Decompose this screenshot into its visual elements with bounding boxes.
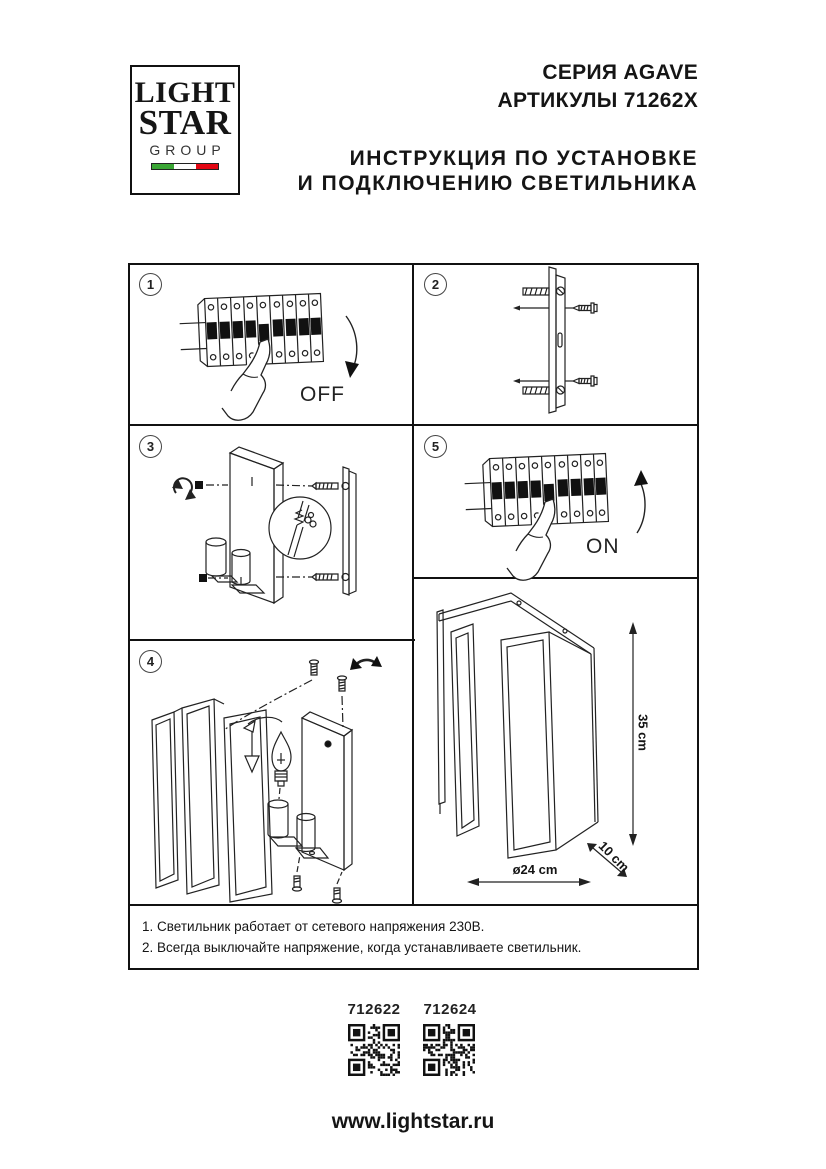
breaker-toggles	[207, 318, 322, 344]
notes-section	[142, 916, 581, 958]
flag-white	[174, 164, 196, 169]
italian-flag-stripe	[151, 163, 219, 170]
shade-frame	[182, 699, 219, 894]
off-label: OFF	[300, 383, 345, 406]
step-3-number: 3	[139, 435, 162, 458]
bottom-screw	[333, 888, 342, 903]
bottom-screw	[293, 876, 302, 891]
note-line-2: 2. Всегда выключайте напряжение, когда устанавливаете светильник.	[142, 940, 582, 955]
lightstar-logo	[130, 65, 240, 195]
instruction-title-line2: И ПОДКЛЮЧЕНИЮ СВЕТИЛЬНИКА	[297, 172, 698, 195]
mounting-screw-top	[573, 303, 597, 313]
screw-cap	[195, 481, 203, 489]
instruction-title	[298, 146, 698, 196]
step-1-number: 1	[139, 273, 162, 296]
top-screw	[338, 676, 347, 691]
base-mounting-illustration	[128, 425, 413, 640]
series-title: СЕРИЯ AGAVE	[542, 61, 698, 84]
articles-title: АРТИКУЛЫ 71262X	[497, 89, 698, 112]
logo-text-group: GROUP	[149, 142, 226, 158]
lamp-backplate	[302, 718, 344, 870]
mounting-screw-bottom	[573, 376, 597, 386]
step-2-number: 2	[424, 273, 447, 296]
wiring-detail-callout	[269, 497, 331, 559]
qr-code-1	[348, 1024, 400, 1076]
shade-frame	[451, 624, 479, 836]
logo-text-light: LIGHT	[134, 76, 236, 109]
instruction-title-line1: ИНСТРУКЦИЯ ПО УСТАНОВКЕ	[349, 147, 698, 170]
breaker-on-illustration	[435, 440, 685, 585]
wall-bracket	[343, 467, 349, 595]
logo-text-star: STAR	[138, 103, 232, 142]
shade-frame	[224, 710, 272, 902]
qr-code-2	[423, 1024, 475, 1076]
article-number-1: 712622	[347, 1001, 401, 1018]
flag-green	[152, 164, 174, 169]
arrow-up-icon	[634, 470, 648, 533]
lamp-dimensions-illustration	[413, 578, 698, 905]
grid-line-bottom	[128, 968, 699, 970]
note-line-1: 1. Светильник работает от сетевого напряжения 230В.	[142, 919, 485, 934]
top-screw	[310, 660, 319, 675]
diameter-dimension-label: ø24 cm	[512, 862, 558, 877]
breaker-off-illustration	[150, 280, 400, 425]
wall-bracket-illustration	[413, 263, 698, 425]
lamp-backplate	[230, 453, 274, 603]
arrow-down-icon	[345, 316, 359, 378]
shade-frame	[152, 712, 178, 888]
assembly-illustration	[128, 640, 413, 905]
step-5-number: 5	[424, 435, 447, 458]
website-url: www.lightstar.ru	[331, 1110, 495, 1133]
lamp-back-post	[437, 610, 445, 804]
on-label: ON	[586, 535, 620, 558]
lamp-socket	[232, 550, 264, 594]
shade-frame	[501, 632, 556, 858]
screw-cap	[199, 574, 207, 582]
lamp-socket	[296, 814, 328, 859]
height-dimension-label: 35 cm	[635, 714, 651, 751]
step-4-number: 4	[139, 650, 162, 673]
flag-red	[196, 164, 218, 169]
lamp-top-rim	[439, 593, 594, 648]
depth-dimension-label: 10 cm	[595, 838, 633, 875]
article-number-2: 712624	[423, 1001, 477, 1018]
breaker-toggles	[492, 478, 607, 504]
candle-bulb	[272, 732, 291, 786]
